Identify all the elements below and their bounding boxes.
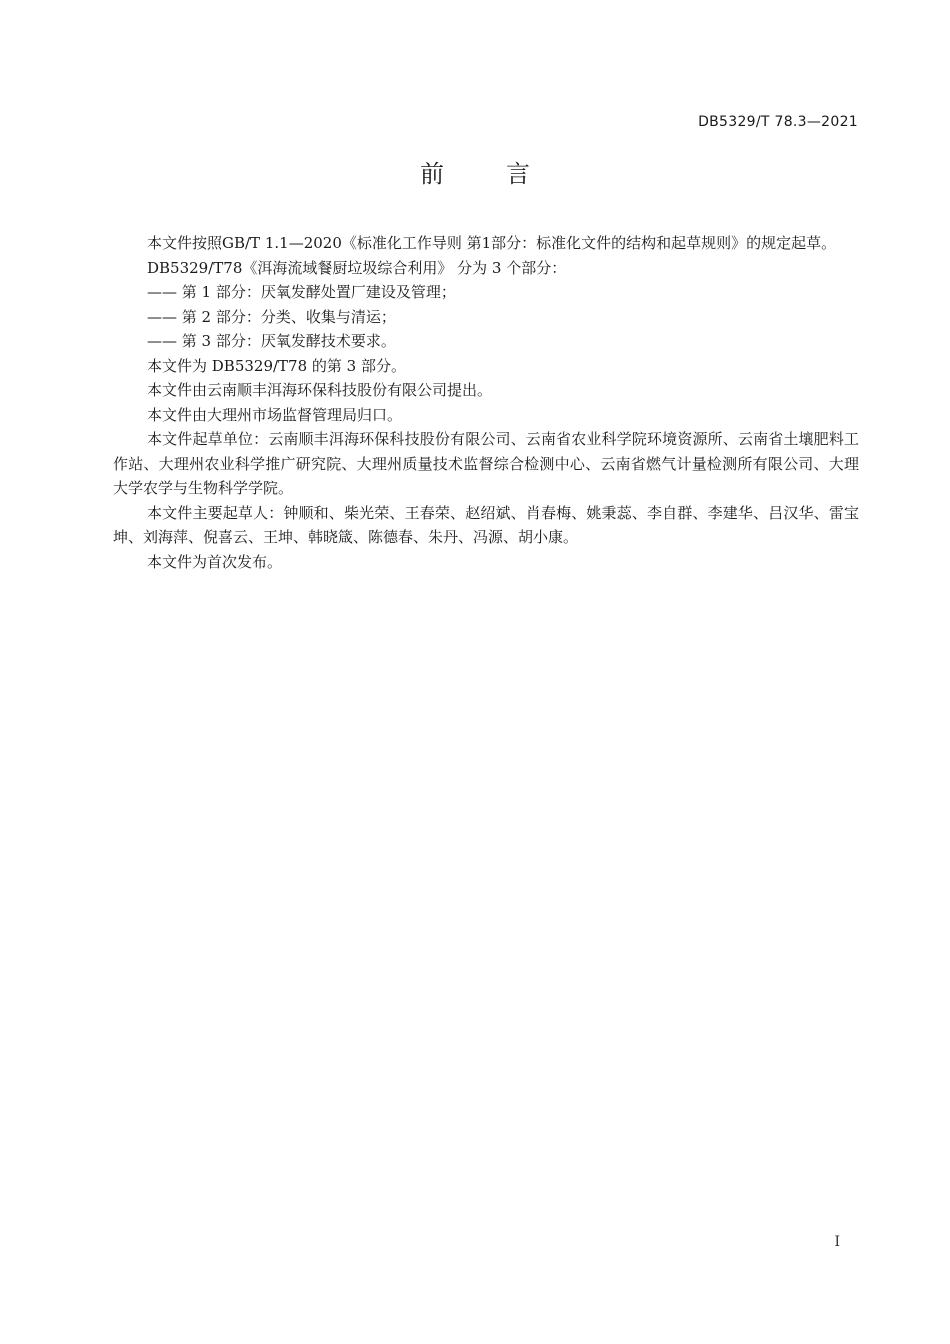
document-code: DB5329/T 78.3—2021 [698,114,858,130]
list-item-part-1: —— 第 1 部分：厌氧发酵处置厂建设及管理； [147,283,456,301]
paragraph-parts-intro: DB5329/T78《洱海流域餐厨垃圾综合利用》 分为 3 个部分： [147,258,567,277]
paragraph-administrator: 本文件由大理州市场监督管理局归口。 [147,405,403,424]
paragraph-first-release: 本文件为首次发布。 [147,552,283,571]
page-number: I [834,1234,840,1250]
paragraph-drafters: 本文件主要起草人：钟顺和、柴光荣、王春荣、赵绍斌、肖春梅、姚秉蕊、李自群、李建华、吕汉华、雷宝坤、刘海萍、倪喜云、王坤、韩晓箴、陈德春、朱丹、冯源、胡小康。 [113,503,859,546]
foreword-body [113,231,859,574]
paragraph-proposer: 本文件由云南顺丰洱海环保科技股份有限公司提出。 [147,381,493,399]
page-title: 前言 [420,160,592,188]
list-item-part-2: —— 第 2 部分：分类、收集与清运； [147,307,396,326]
paragraph-drafting-units: 本文件起草单位：云南顺丰洱海环保科技股份有限公司、云南省农业科学院环境资源所、云南省土壤肥料工作站、大理州农业科学推广研究院、大理州质量技术监督综合检测中心、云南省燃气计量检测所有限公司、大理大学农学与生物科学学院。 [113,430,859,497]
list-item-part-3: —— 第 3 部分：厌氧发酵技术要求。 [147,332,396,350]
paragraph-this-part: 本文件为 DB5329/T78 的第 3 部分。 [147,356,406,375]
paragraph-drafting-rules: 本文件按照GB/T 1.1—2020《标准化工作导则 第1部分：标准化文件的结构和起草规则》的规定起草。 [147,234,837,252]
